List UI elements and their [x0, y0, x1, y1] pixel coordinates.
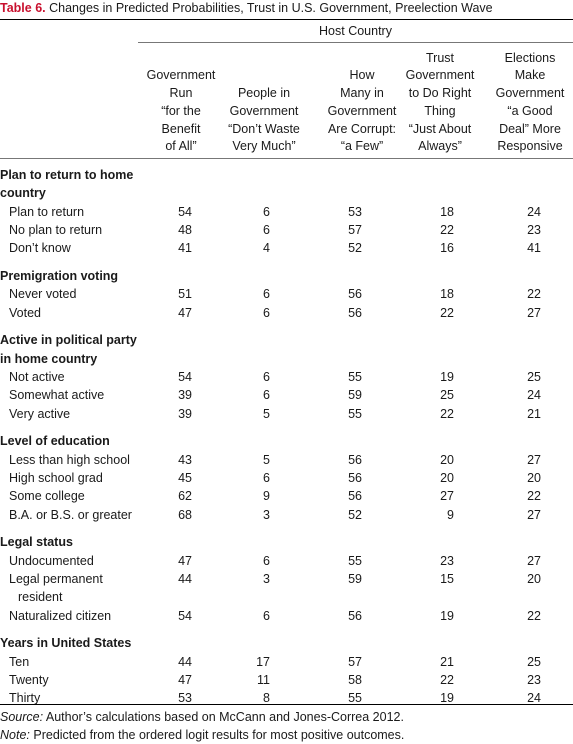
column-header-line: “Don’t Waste: [228, 121, 300, 136]
row-label: [9, 469, 139, 487]
table-cell: 6: [263, 553, 270, 568]
row-label: [9, 487, 139, 505]
column-header-line: How: [349, 68, 375, 83]
table-cell: 51: [178, 287, 192, 302]
table-cell: 11: [257, 673, 270, 687]
column-header-line: Government: [405, 68, 475, 83]
table-cell: 24: [527, 691, 541, 706]
row-label: [9, 203, 139, 221]
table-cell: 55: [348, 553, 362, 568]
section-heading-label: [0, 331, 145, 368]
table-cell: 44: [178, 654, 192, 669]
section-heading-line: Legal status: [0, 535, 73, 550]
table-number: Table 6.: [0, 1, 46, 15]
table-cell: 27: [527, 452, 541, 467]
table-cell: 3: [263, 507, 270, 522]
table-cell: 55: [348, 406, 362, 421]
row-label: [9, 239, 139, 257]
row-label: [9, 386, 139, 404]
table-cell: 19: [440, 691, 454, 706]
spanner-header: Host Country: [319, 24, 392, 38]
column-header-line: Always”: [418, 139, 462, 154]
table-cell: 6: [263, 287, 270, 302]
table-cell: 41: [178, 241, 192, 256]
section-heading-line: country: [0, 186, 46, 201]
table-cell: 6: [263, 471, 270, 485]
row-label: [9, 607, 139, 625]
table-cell: 6: [263, 222, 270, 237]
spanner-rule: [138, 42, 573, 43]
table-cell: 27: [527, 305, 541, 320]
table-cell: 23: [527, 673, 541, 687]
row-label: [9, 506, 139, 524]
table-cell: 23: [527, 222, 541, 237]
source-note: [0, 708, 404, 726]
table-cell: 23: [440, 553, 454, 568]
table-cell: 57: [348, 222, 362, 237]
row-label-line: Voted: [9, 305, 41, 320]
row-label-line: Don’t know: [9, 241, 71, 256]
column-header-line: Government: [327, 103, 397, 118]
table-cell: 55: [348, 691, 362, 706]
table-cell: 27: [527, 553, 541, 568]
table-cell: 17: [256, 654, 270, 669]
row-label: [9, 368, 139, 386]
table-cell: 52: [348, 507, 362, 522]
column-header-line: of All”: [165, 139, 197, 154]
section-heading-label: [0, 166, 145, 203]
table-cell: 39: [178, 388, 192, 403]
column-header-line: Trust: [425, 50, 454, 65]
row-label-line: Not active: [9, 370, 65, 384]
column-header-line: Government: [229, 103, 299, 118]
section-heading-line: Level of education: [0, 434, 110, 449]
table-cell: 24: [527, 388, 541, 403]
table-cell: 6: [263, 204, 270, 219]
row-label-line: Never voted: [9, 287, 77, 302]
table-cell: 54: [178, 204, 192, 219]
row-label-line: Very active: [9, 406, 71, 421]
row-label: [9, 570, 139, 607]
section-heading-line: Premigration voting: [0, 269, 119, 283]
table-cell: 47: [178, 673, 192, 687]
note-label: Note:: [0, 728, 30, 742]
column-header-line: Benefit: [161, 121, 201, 136]
row-label: [9, 653, 139, 671]
section-heading-line: Years in United States: [0, 636, 132, 651]
column-header-line: “Just About: [408, 121, 472, 136]
table-cell: 44: [178, 572, 192, 586]
table-cell: 56: [348, 452, 362, 467]
table-cell: 22: [440, 222, 454, 237]
table-cell: 3: [263, 572, 270, 586]
table-cell: 5: [263, 452, 270, 467]
table-cell: 16: [440, 241, 454, 256]
table-cell: 6: [263, 370, 270, 384]
column-header-line: Many in: [340, 86, 384, 101]
table-cell: 53: [178, 691, 192, 706]
row-label-line: Naturalized citizen: [9, 608, 112, 623]
table-cell: 56: [348, 489, 362, 504]
column-header-line: Make: [514, 68, 546, 83]
source-text: Author’s calculations based on McCann and Jones-Correa 2012.: [43, 710, 404, 724]
table-cell: 48: [178, 222, 192, 237]
column-header-4: [394, 50, 486, 156]
table-cell: 27: [440, 489, 454, 504]
section-heading-line: Plan to return to home: [0, 168, 134, 182]
table-cell: 19: [440, 370, 454, 384]
column-header-line: “a Few”: [340, 139, 384, 154]
table-cell: 59: [348, 388, 362, 403]
table-cell: 5: [263, 406, 270, 421]
table-cell: 24: [527, 204, 541, 219]
table-cell: 22: [440, 406, 454, 421]
table-cell: 68: [178, 507, 192, 522]
table-cell: 22: [527, 287, 541, 302]
header-rule: [0, 158, 573, 159]
column-header-line: Deal” More: [499, 121, 561, 136]
table-cell: 53: [348, 204, 362, 219]
note-text: Predicted from the ordered logit results for most positive outcomes.: [29, 728, 405, 742]
table-cell: 20: [527, 572, 541, 586]
table-cell: 20: [527, 471, 541, 485]
row-label-line: Somewhat active: [9, 388, 105, 403]
table-cell: 43: [178, 452, 192, 467]
row-label-line: Undocumented: [9, 553, 94, 568]
table-cell: 41: [527, 241, 541, 256]
row-label-line: High school grad: [9, 471, 103, 485]
table-title: [0, 0, 493, 17]
table-cell: 19: [440, 608, 454, 623]
row-label-line: Thirty: [9, 691, 41, 706]
note: [0, 726, 404, 744]
table-cell: 59: [348, 572, 362, 586]
table-cell: 56: [348, 287, 362, 302]
table-cell: 54: [178, 608, 192, 623]
table-cell: 4: [263, 241, 270, 256]
table-cell: 25: [527, 370, 541, 384]
section-heading-line: in home country: [0, 351, 98, 366]
table-cell: 54: [178, 370, 192, 384]
row-label-line: Legal permanent: [9, 572, 103, 586]
column-header-line: Government: [146, 68, 216, 83]
table-cell: 27: [527, 507, 541, 522]
column-header-line: Responsive: [497, 139, 563, 154]
source-label: Source:: [0, 710, 44, 724]
table-cell: 8: [263, 691, 270, 706]
row-label: [9, 304, 139, 322]
section-heading-label: [0, 267, 145, 285]
row-label-line: No plan to return: [9, 222, 103, 237]
table-cell: 15: [440, 572, 454, 586]
table-cell: 6: [263, 388, 270, 403]
table-cell: 22: [527, 608, 541, 623]
table-cell: 18: [440, 287, 454, 302]
row-label-line: Ten: [9, 654, 30, 669]
row-label: [9, 285, 139, 303]
row-label: [9, 451, 139, 469]
column-header-line: to Do Right: [408, 86, 472, 101]
section-heading-label: [0, 533, 145, 551]
row-label: [9, 405, 139, 423]
table-cell: 25: [440, 388, 454, 403]
column-header-line: Are Corrupt:: [327, 121, 397, 136]
table-cell: 56: [348, 608, 362, 623]
section-heading-label: [0, 432, 145, 450]
table-caption: Changes in Predicted Probabilities, Trust in U.S. Government, Preelection Wave: [49, 1, 493, 15]
row-label: [9, 552, 139, 570]
row-label-line: resident: [18, 590, 63, 605]
column-header-1: [135, 50, 227, 156]
table-cell: 21: [440, 654, 454, 669]
column-header-5: [484, 50, 573, 156]
bottom-rule: [0, 704, 573, 705]
table-cell: 25: [527, 654, 541, 669]
column-header-line: Elections: [504, 50, 556, 65]
column-header-line: People in: [237, 86, 291, 101]
table-cell: 39: [178, 406, 192, 421]
column-header-line: Very Much”: [232, 139, 296, 154]
section-heading-line: Active in political party: [0, 333, 137, 348]
table-cell: 56: [348, 471, 362, 485]
section-heading-label: [0, 634, 145, 652]
table-cell: 21: [527, 406, 541, 421]
table-cell: 52: [348, 241, 362, 256]
row-label-line: B.A. or B.S. or greater: [9, 507, 132, 522]
table-cell: 22: [527, 489, 541, 504]
table-cell: 62: [178, 489, 192, 504]
row-label-line: Twenty: [9, 673, 49, 687]
table-cell: 47: [178, 305, 192, 320]
table-cell: 45: [178, 471, 192, 485]
table-cell: 20: [440, 471, 454, 485]
table-cell: 47: [178, 553, 192, 568]
column-header-line: Government: [495, 86, 565, 101]
column-header-line: “a Good: [507, 103, 553, 118]
column-header-line: Run: [169, 86, 193, 101]
table-cell: 6: [263, 608, 270, 623]
row-label-line: Less than high school: [9, 452, 130, 467]
table-cell: 18: [440, 204, 454, 219]
row-label: [9, 671, 139, 689]
column-header-line: “for the: [161, 103, 201, 118]
row-label-line: Some college: [9, 489, 85, 504]
table-cell: 57: [348, 654, 362, 669]
row-label: [9, 221, 139, 239]
table-cell: 6: [263, 305, 270, 320]
column-header-line: Thing: [424, 103, 456, 118]
table-cell: 9: [447, 507, 454, 522]
table-cell: 22: [440, 673, 454, 687]
table-cell: 55: [348, 370, 362, 384]
table-cell: 58: [348, 673, 362, 687]
table-cell: 56: [348, 305, 362, 320]
column-header-2: [218, 50, 310, 156]
table-cell: 22: [440, 305, 454, 320]
table-cell: 20: [440, 452, 454, 467]
row-label-line: Plan to return: [9, 204, 85, 219]
table-cell: 9: [263, 489, 270, 504]
